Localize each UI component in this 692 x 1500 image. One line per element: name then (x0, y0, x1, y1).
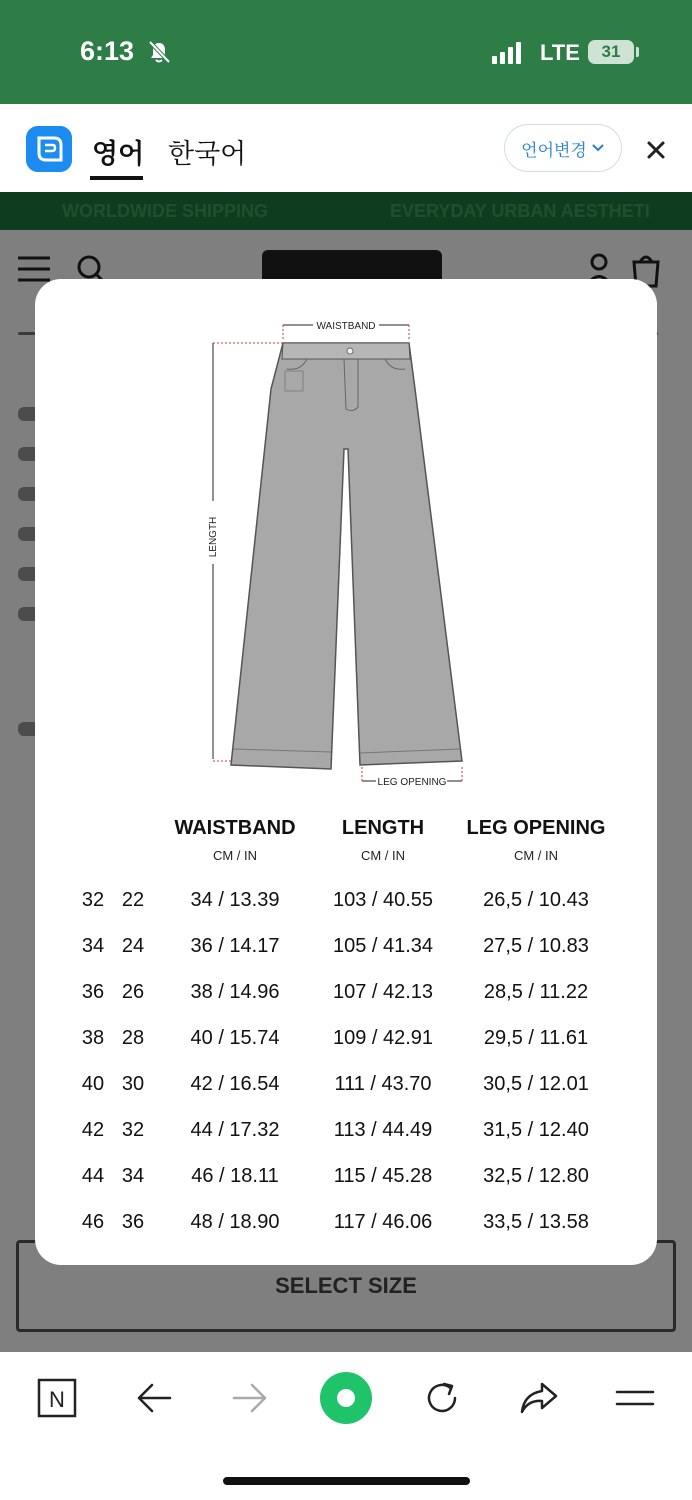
refresh-icon (422, 1378, 462, 1418)
length-value: 105 / 41.34 (332, 935, 434, 957)
waistband-value: 34 / 13.39 (190, 889, 280, 911)
active-tab-indicator (90, 176, 143, 180)
browser-toolbar (0, 1352, 692, 1500)
leg-opening-value: 26,5 / 10.43 (483, 889, 589, 911)
size-eu: 40 (81, 1073, 105, 1095)
status-time: 6:13 (80, 36, 135, 66)
green-dot-icon (319, 1371, 373, 1425)
size-us: 24 (121, 935, 145, 957)
translate-bar (0, 104, 692, 192)
leg-opening-value: 30,5 / 12.01 (483, 1073, 589, 1095)
papago-logo-icon[interactable] (26, 126, 72, 172)
naver-icon (37, 1378, 77, 1418)
battery-icon: 31 (588, 40, 634, 64)
battery-nub (636, 47, 639, 57)
naver-button[interactable] (29, 1376, 85, 1420)
waistband-value: 38 / 14.96 (190, 981, 280, 1003)
column-unit-waistband: CM / IN (212, 848, 258, 863)
leg-opening-value: 28,5 / 11.22 (483, 981, 589, 1003)
network-type: LTE (540, 40, 580, 65)
size-us: 34 (121, 1165, 145, 1187)
leg-opening-value: 29,5 / 11.61 (483, 1027, 589, 1049)
size-us: 32 (121, 1119, 145, 1141)
size-us: 36 (121, 1211, 145, 1233)
size-row (35, 1119, 657, 1149)
length-value: 103 / 40.55 (332, 889, 434, 911)
column-header-leg-opening: LEG OPENING (466, 817, 606, 839)
size-eu: 34 (81, 935, 105, 957)
back-arrow-icon (136, 1382, 172, 1414)
leg-opening-value: 33,5 / 13.58 (483, 1211, 589, 1233)
length-value: 111 / 43.70 (334, 1073, 432, 1095)
waistband-label: WAISTBAND (316, 321, 376, 332)
status-bar (0, 0, 692, 104)
change-language-button[interactable] (504, 124, 622, 172)
menu-icon (615, 1386, 655, 1410)
length-value: 113 / 44.49 (333, 1119, 433, 1141)
waistband-value: 46 / 18.11 (191, 1165, 279, 1187)
waistband-value: 42 / 16.54 (190, 1073, 280, 1095)
naver-logo-text: N (49, 1387, 65, 1412)
chevron-down-icon (591, 143, 605, 153)
size-us: 26 (121, 981, 145, 1003)
column-header-waistband: WAISTBAND (174, 817, 296, 839)
waistband-value: 40 / 15.74 (190, 1027, 280, 1049)
leg-opening-value: 31,5 / 12.40 (483, 1119, 589, 1141)
forward-arrow-icon (232, 1382, 268, 1414)
size-eu: 36 (81, 981, 105, 1003)
size-eu: 32 (81, 889, 105, 911)
column-unit-length: CM / IN (360, 848, 406, 863)
size-us: 22 (121, 889, 145, 911)
jeans-diagram (35, 279, 657, 799)
size-us: 30 (121, 1073, 145, 1095)
size-eu: 42 (81, 1119, 105, 1141)
green-dot-button[interactable] (318, 1371, 374, 1425)
column-header-length: LENGTH (341, 817, 425, 839)
length-label: LENGTH (208, 516, 219, 558)
length-value: 109 / 42.91 (332, 1027, 434, 1049)
menu-button[interactable] (607, 1376, 663, 1420)
refresh-button[interactable] (414, 1376, 470, 1420)
size-row (35, 1165, 657, 1195)
length-value: 117 / 46.06 (333, 1211, 433, 1233)
back-button[interactable] (126, 1376, 182, 1420)
size-eu: 46 (81, 1211, 105, 1233)
leg-opening-label: LEG OPENING (377, 777, 447, 788)
size-row (35, 1211, 657, 1241)
size-us: 28 (121, 1027, 145, 1049)
tab-source-language[interactable]: 영어 (92, 139, 145, 170)
size-eu: 38 (81, 1027, 105, 1049)
share-icon (518, 1380, 560, 1416)
waistband-value: 36 / 14.17 (190, 935, 280, 957)
share-button[interactable] (511, 1376, 567, 1420)
size-row (35, 1073, 657, 1103)
size-chart-modal (35, 279, 657, 1265)
home-indicator (223, 1477, 470, 1485)
length-value: 115 / 45.28 (333, 1165, 433, 1187)
waistband-value: 44 / 17.32 (190, 1119, 280, 1141)
size-row (35, 981, 657, 1011)
close-icon[interactable] (642, 136, 670, 164)
size-row (35, 935, 657, 965)
signal-icon (492, 42, 524, 64)
leg-opening-value: 32,5 / 12.80 (483, 1165, 589, 1187)
waistband-value: 48 / 18.90 (190, 1211, 280, 1233)
size-row (35, 1027, 657, 1057)
change-language-label: 언어변경 (521, 140, 587, 161)
forward-button[interactable] (222, 1376, 278, 1420)
leg-opening-value: 27,5 / 10.83 (483, 935, 589, 957)
size-row (35, 889, 657, 919)
tab-target-language[interactable]: 한국어 (168, 139, 247, 170)
length-value: 107 / 42.13 (332, 981, 434, 1003)
size-eu: 44 (81, 1165, 105, 1187)
bell-muted-icon (146, 39, 172, 65)
column-unit-leg-opening: CM / IN (513, 848, 559, 863)
